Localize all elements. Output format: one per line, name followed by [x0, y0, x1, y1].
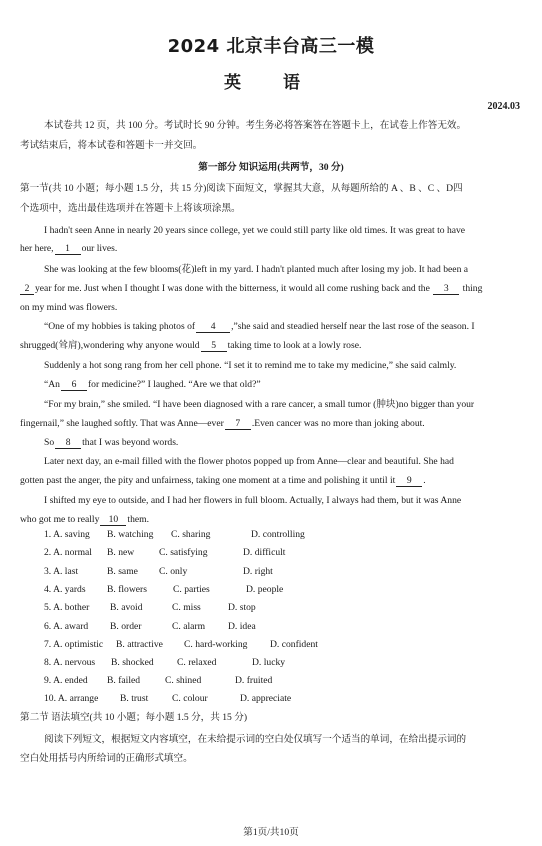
section1-instructions-1: 第一节(共 10 小题；每小题 1.5 分，共 15 分)阅读下面短文，掌握其大意，从每题所给的 A 、B 、C 、D四: [20, 183, 463, 194]
blank-1: 1: [55, 243, 81, 255]
instructions-line-1: 本试卷共 12 页，共 100 分。考试时长 90 分钟。考生务必将答案答在答题卡上，在试卷上作答无效。: [44, 120, 467, 131]
passage-line: who got me to really 10 them.: [20, 514, 149, 525]
page-footer: 第1页/共10页: [243, 827, 299, 838]
passage-line: fingernail,” she laughed softly. That was Anne—ever 7 .Even cancer was no more than joking about.: [20, 418, 425, 429]
option-row: 6. A. award B. order C. alarm D. idea: [44, 621, 256, 632]
blank-9: 9: [396, 475, 422, 487]
passage-line: gotten past the anger, the pity and unfairness, taking one moment at a time and polishing it until it 9 .: [20, 475, 426, 486]
section2-instructions-1: 阅读下列短文，根据短文内容填空，在未给提示词的空白处仅填写一个适当的单词，在给出提示词的: [44, 734, 467, 745]
exam-title: 2024 北京丰台高三一模: [167, 36, 375, 57]
blank-7: 7: [225, 418, 251, 430]
option-row: 7. A. optimistic B. attractive C. hard-working D. confident: [44, 639, 318, 650]
option-row: 3. A. last B. same C. only D. right: [44, 566, 273, 577]
section2-instructions-2: 空白处用括号内所给词的正确形式填空。: [20, 753, 193, 764]
option-row: 5. A. bother B. avoid C. miss D. stop: [44, 602, 256, 613]
section2-heading: 第二节 语法填空(共 10 小题；每小题 1.5 分，共 15 分): [20, 712, 248, 723]
passage-line: I hadn't seen Anne in nearly 20 years since college, yet we could still party like old times. It was great to have: [44, 225, 466, 236]
option-row: 2. A. normal B. new C. satisfying D. difficult: [44, 547, 286, 558]
passage-line: shrugged(耸肩),wondering why anyone would 5 taking time to look at a lowly rose.: [20, 340, 362, 351]
passage-line: “An 6 for medicine?” I laughed. “Are we that old?”: [44, 379, 261, 390]
passage-line: So 8 that I was beyond words.: [44, 437, 179, 448]
subject-title: 英 语: [224, 73, 318, 93]
blank-3: 3: [433, 283, 459, 295]
option-row: 10. A. arrange B. trust C. colour D. appreciate: [44, 693, 292, 704]
passage-line: She was looking at the few blooms(花)left in my yard. I hadn't planted much after losing my job. It had been a: [44, 264, 469, 275]
passage-line: 2 year for me. Just when I thought I was done with the bitterness, it would all come rushing back and the 3 thing: [20, 282, 522, 296]
blank-4: 4: [196, 321, 230, 333]
passage-line: on my mind was flowers.: [20, 302, 118, 313]
blank-8: 8: [55, 437, 81, 449]
passage-line: “One of my hobbies is taking photos of 4 ,”she said and steadied herself near the last rose of the season. I: [44, 321, 475, 332]
option-row: 1. A. saving B. watching C. sharing D. controlling: [44, 529, 305, 540]
exam-date: 2024.03: [487, 101, 520, 112]
part1-heading: 第一部分 知识运用(共两节，30 分): [198, 162, 344, 173]
passage-line: Later next day, an e-mail filled with the flower photos popped up from Anne—clear and beautiful. She had: [44, 456, 454, 467]
blank-5: 5: [201, 340, 227, 352]
instructions-line-2: 考试结束后，将本试卷和答题卡一并交回。: [20, 140, 203, 151]
passage-line: Suddenly a hot song rang from her cell phone. “I set it to remind me to take my medicine,” she said calmly.: [44, 360, 457, 371]
blank-10: 10: [100, 514, 126, 526]
blank-2: 2: [20, 283, 34, 295]
section1-instructions-2: 个选项中，选出最佳选项并在答题卡上将该项涂黑。: [20, 203, 241, 214]
passage-line: her here, 1 our lives.: [20, 243, 118, 254]
blank-6: 6: [61, 379, 87, 391]
passage-line: “For my brain,” she smiled. “I have been diagnosed with a rare cancer, a small tumor (肿块)no bigger than your: [44, 399, 475, 410]
option-row: 8. A. nervous B. shocked C. relaxed D. lucky: [44, 657, 286, 668]
option-row: 9. A. ended B. failed C. shined D. fruited: [44, 675, 273, 686]
passage-line: I shifted my eye to outside, and I had her flowers in full bloom. Actually, I always had them, but it was Anne: [44, 495, 462, 506]
option-row: 4. A. yards B. flowers C. parties D. people: [44, 584, 284, 595]
